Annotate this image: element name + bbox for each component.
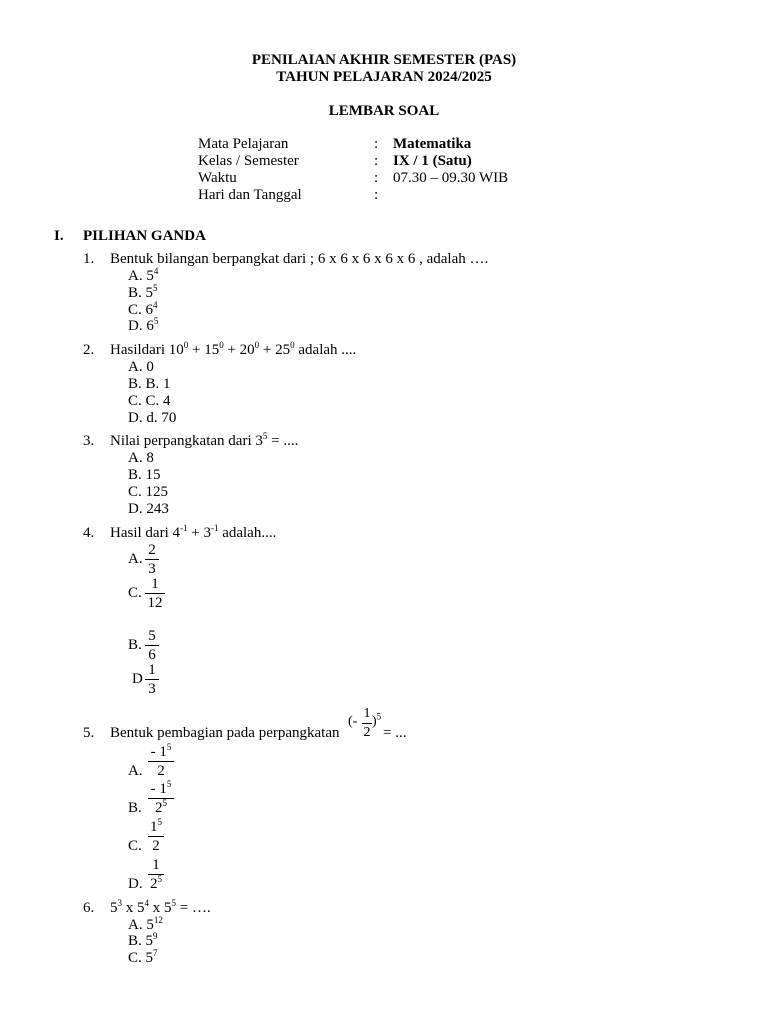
question-number: 2. <box>83 342 95 358</box>
fraction: - $1^5$ 2 <box>148 744 174 779</box>
fraction: 1 3 <box>145 662 159 697</box>
option: C. $6^4$ <box>128 300 158 318</box>
option: D. d. 70 <box>128 410 177 426</box>
option: D. 243 <box>128 501 169 517</box>
option: A. 0 <box>128 359 154 375</box>
option-label: A. <box>128 551 143 567</box>
info-label: Waktu <box>198 170 237 186</box>
question-number: 4. <box>83 525 95 541</box>
info-colon: : <box>374 187 379 203</box>
fraction: - $1^5$ $2^5$ <box>148 781 174 816</box>
question-number: 6. <box>83 900 95 916</box>
option-label: A. <box>128 763 143 779</box>
title-line-1: PENILAIAN AKHIR SEMESTER (PAS) <box>251 52 517 68</box>
question-text: Bentuk pembagian pada perpangkatan <box>110 725 340 741</box>
option: A. 8 <box>128 450 154 466</box>
expression-open: (- <box>348 714 358 729</box>
option: D. $6^5$ <box>128 316 159 334</box>
info-colon: : <box>374 170 379 186</box>
option: C. 125 <box>128 484 169 500</box>
question-text: Bentuk bilangan berpangkat dari ; 6 x 6 x 6 x 6 x 6 , adalah …. <box>110 251 489 267</box>
section-title: PILIHAN GANDA <box>83 228 206 244</box>
fraction: 2 3 <box>145 542 159 577</box>
option-label: C. <box>128 585 142 601</box>
title-line-3: LEMBAR SOAL <box>328 103 440 119</box>
info-label: Mata Pelajaran <box>198 136 289 152</box>
question-text: $5^3$ x $5^4$ x $5^5$ = …. <box>110 898 211 916</box>
info-label: Kelas / Semester <box>198 153 299 169</box>
question-text: Nilai perpangkatan dari $3^5$ = .... <box>110 431 299 449</box>
info-value: Matematika <box>393 136 472 152</box>
option: B. 15 <box>128 467 161 483</box>
info-colon: : <box>374 136 379 152</box>
option-label: C. <box>128 838 142 854</box>
section-number: I. <box>54 228 64 244</box>
option-label: B. <box>128 637 142 653</box>
option: A. $5^4$ <box>128 266 159 284</box>
option-label: D. <box>128 876 143 892</box>
option: B. $5^9$ <box>128 931 158 949</box>
option: B. $5^5$ <box>128 283 158 301</box>
option-label: B. <box>128 800 142 816</box>
fraction: $1^5$ 2 <box>150 817 162 854</box>
option: B. B. 1 <box>128 376 171 392</box>
fraction: 1 2 <box>363 706 371 740</box>
question-number: 3. <box>83 433 95 449</box>
question-text: Hasildari $10^0 + 15^0 + 20^0 + 25^0$ adalah .... <box>110 340 357 358</box>
info-label: Hari dan Tanggal <box>198 187 302 203</box>
question-number: 5. <box>83 725 95 741</box>
question-number: 1. <box>83 251 95 267</box>
fraction: 1 $2^5$ <box>150 857 162 892</box>
option: C. C. 4 <box>128 393 171 409</box>
title-line-2: TAHUN PELAJARAN 2024/2025 <box>276 69 492 85</box>
question-text: Hasil dari $4^{-1} + 3^{-1}$ adalah.... <box>110 523 277 541</box>
info-value: 07.30 – 09.30 WIB <box>393 170 509 186</box>
option: A. $5^{12}$ <box>128 915 163 933</box>
expression-close: )$^5$ <box>372 711 382 729</box>
info-value: IX / 1 (Satu) <box>393 153 472 169</box>
fraction: 5 6 <box>145 628 159 663</box>
info-colon: : <box>374 153 379 169</box>
fraction: 1 12 <box>145 576 165 611</box>
option: C. $5^7$ <box>128 948 158 966</box>
question-tail: = ... <box>383 725 407 741</box>
option-label: D <box>132 671 143 687</box>
